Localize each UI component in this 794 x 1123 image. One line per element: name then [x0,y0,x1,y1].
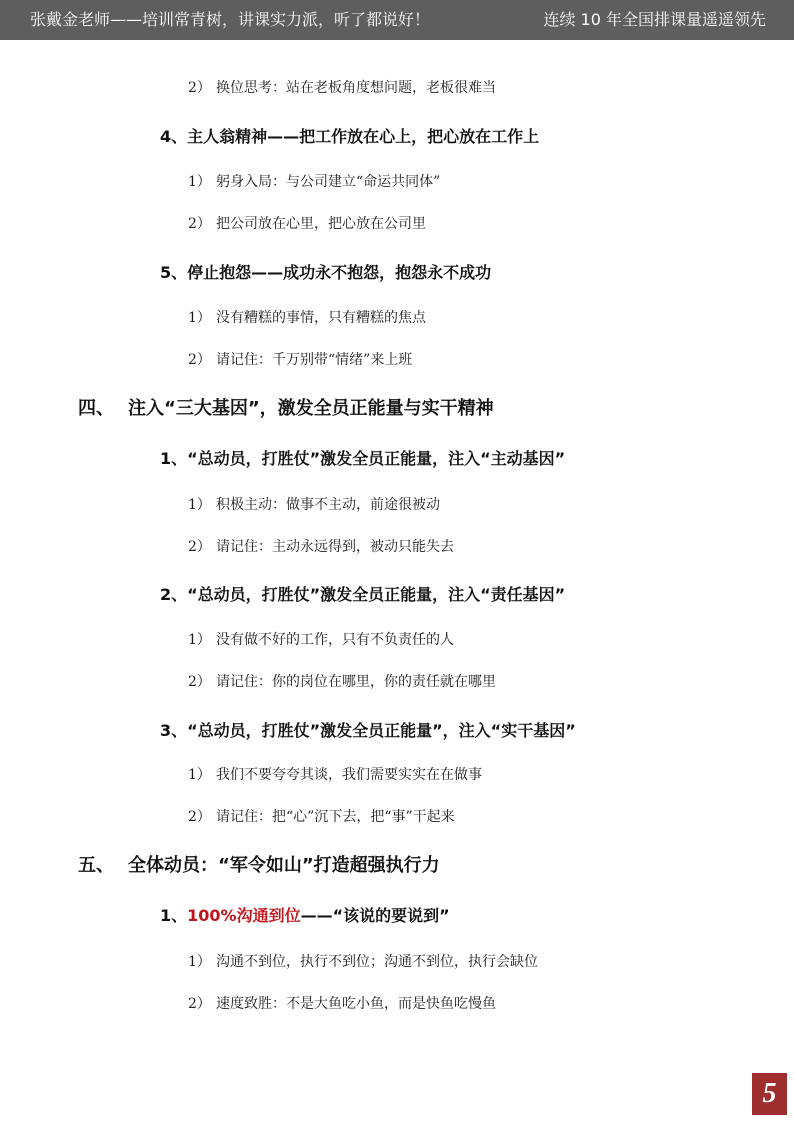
subsection-heading: 1、“总动员，打胜仗”激发全员正能量，注入“主动基因” [160,449,566,468]
list-item [188,629,454,649]
item-number: 2） [188,674,211,690]
item-number: 2） [188,80,211,96]
subsection-rest: ——“该说的要说到” [300,906,450,925]
list-item [188,671,496,691]
item-number: 2） [188,352,211,368]
item-number: 2） [188,216,211,232]
subsection-prefix: 1、 [160,906,188,925]
list-item [188,171,440,191]
part-number: 四、 [78,398,114,419]
item-number: 1） [188,174,211,190]
list-item [188,307,426,327]
item-text: 请记住：你的岗位在哪里，你的责任就在哪里 [216,674,496,690]
page-number-badge: 5 [752,1073,787,1115]
item-text: 速度致胜：不是大鱼吃小鱼，而是快鱼吃慢鱼 [216,996,496,1012]
section-heading-5: 5、停止抱怨——成功永不抱怨，抱怨永不成功 [160,263,492,282]
item-number: 2） [188,539,211,555]
header-banner [0,0,794,40]
item-number: 2） [188,996,211,1012]
subsection-heading [160,903,450,926]
part-heading-5 [78,851,440,877]
item-text: 换位思考：站在老板角度想问题，老板很难当 [216,80,496,96]
part-title: 全体动员：“军令如山”打造超强执行力 [128,855,440,876]
item-text: 沟通不到位，执行不到位；沟通不到位，执行会缺位 [216,954,538,970]
item-text: 积极主动：做事不主动，前途很被动 [216,497,440,513]
item-number: 1） [188,632,211,648]
list-item [188,77,496,97]
item-number: 1） [188,954,211,970]
list-item [188,951,538,971]
list-item [188,494,440,514]
list-item [188,213,426,233]
section-heading-4: 4、主人翁精神——把工作放在心上，把心放在工作上 [160,127,540,146]
item-text: 请记住：主动永远得到，被动只能失去 [216,539,454,555]
item-text: 没有糟糕的事情，只有糟糕的焦点 [216,310,426,326]
item-number: 2） [188,809,211,825]
item-number: 1） [188,497,211,513]
list-item [188,349,412,369]
header-left-text: 张戴金老师——培训常青树，讲课实力派，听了都说好！ [30,10,431,29]
list-item [188,764,482,784]
subsection-heading: 2、“总动员，打胜仗”激发全员正能量，注入“责任基因” [160,585,566,604]
list-item [188,993,496,1013]
list-item [188,536,454,556]
item-text: 没有做不好的工作，只有不负责任的人 [216,632,454,648]
part-title: 注入“三大基因”，激发全员正能量与实干精神 [128,398,494,419]
header-right-text: 连续 10 年全国排课量遥遥领先 [543,10,766,29]
part-number: 五、 [78,855,114,876]
highlight-text: 100%沟通到位 [187,906,301,925]
item-number: 1） [188,310,211,326]
item-text: 我们不要夸夸其谈，我们需要实实在在做事 [216,767,482,783]
item-text: 把公司放在心里，把心放在公司里 [216,216,426,232]
item-text: 请记住：千万别带“情绪”来上班 [216,352,413,368]
item-text: 躬身入局：与公司建立“命运共同体” [216,174,441,190]
subsection-heading: 3、“总动员，打胜仗”激发全员正能量”，注入“实干基因” [160,721,576,740]
part-heading-4 [78,394,494,420]
item-text: 请记住：把“心”沉下去，把“事”干起来 [216,809,455,825]
item-number: 1） [188,767,211,783]
list-item [188,806,455,826]
